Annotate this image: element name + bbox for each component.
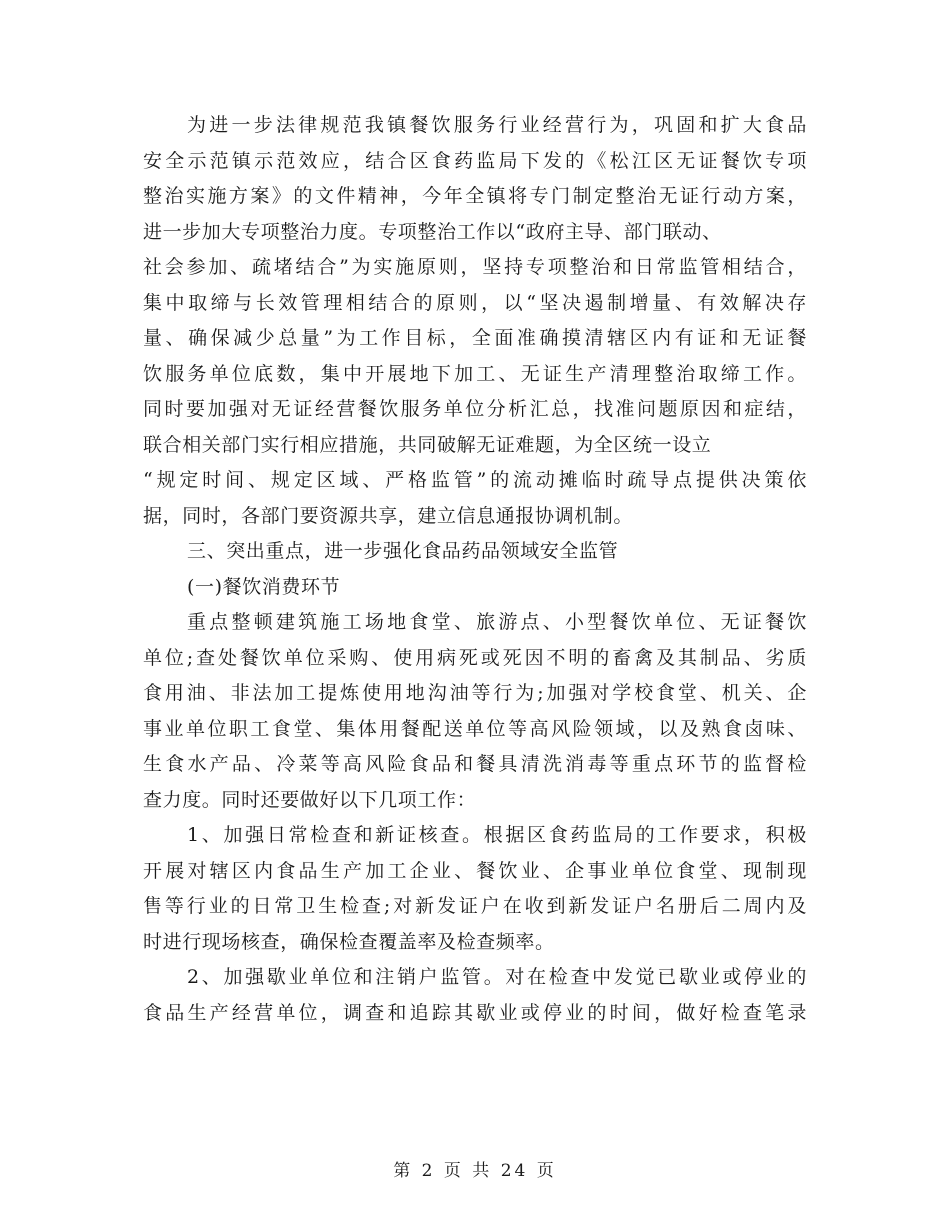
text-line: 1、加强日常检查和新证核查。根据区食药监局的工作要求，积极 (187, 824, 807, 846)
text-line: 集中取缔与长效管理相结合的原则，以“坚决遏制增量、有效解决存 (143, 291, 807, 314)
text-line: 食用油、非法加工提炼使用地沟油等行为;加强对学校食堂、机关、企 (143, 682, 807, 704)
text-line: 据，同时，各部门要资源共享，建立信息通报协调机制。 (143, 504, 634, 527)
text-line: “规定时间、规定区域、严格监管”的流动摊临时疏导点提供决策依 (143, 469, 807, 491)
text-line: 时进行现场核查，确保检查覆盖率及检查频率。 (143, 930, 555, 953)
text-line: 联合相关部门实行相应措施，共同破解无证难题，为全区统一设立 (143, 433, 712, 456)
text-line: 2、加强歇业单位和注销户监管。对在检查中发觉已歇业或停业的 (187, 966, 807, 988)
text-line: 量、确保减少总量”为工作目标，全面准确摸清辖区内有证和无证餐 (143, 327, 807, 349)
text-line: 安全示范镇示范效应，结合区食药监局下发的《松江区无证餐饮专项 (143, 149, 807, 172)
text-line: 进一步加大专项整治力度。专项整治工作以“政府主导、部门联动、 (143, 220, 722, 243)
text-line: 食品生产经营单位，调查和追踪其歇业或停业的时间，做好检查笔录 (143, 1001, 807, 1024)
text-line: 重点整顿建筑施工场地食堂、旅游点、小型餐饮单位、无证餐饮 (187, 611, 807, 633)
text-line: 社会参加、疏堵结合”为实施原则，坚持专项整治和日常监管相结合， (143, 256, 807, 278)
text-line: (一)餐饮消费环节 (187, 575, 341, 598)
text-line: 为进一步法律规范我镇餐饮服务行业经营行为，巩固和扩大食品 (187, 114, 807, 136)
document-body (143, 108, 807, 1031)
text-line: 生食水产品、冷菜等高风险食品和餐具清洗消毒等重点环节的监督检 (143, 753, 807, 775)
text-line: 事业单位职工食堂、集体用餐配送单位等高风险领域，以及熟食卤味、 (143, 717, 807, 740)
text-line: 同时要加强对无证经营餐饮服务单位分析汇总，找准问题原因和症结， (143, 398, 807, 420)
text-line: 整治实施方案》的文件精神，今年全镇将专门制定整治无证行动方案， (143, 185, 807, 207)
text-line: 三、突出重点，进一步强化食品药品领域安全监管 (187, 540, 619, 562)
text-line: 单位;查处餐饮单位采购、使用病死或死因不明的畜禽及其制品、劣质 (143, 646, 807, 669)
page-number-footer: 第 2 页 共 24 页 (393, 1161, 557, 1181)
text-line: 饮服务单位底数，集中开展地下加工、无证生产清理整治取缔工作。 (143, 362, 807, 385)
text-line: 开展对辖区内食品生产加工企业、餐饮业、企事业单位食堂、现制现 (143, 859, 807, 882)
text-line: 查力度。同时还要做好以下几项工作： (143, 788, 477, 811)
text-line: 售等行业的日常卫生检查;对新发证户在收到新发证户名册后二周内及 (143, 895, 807, 917)
